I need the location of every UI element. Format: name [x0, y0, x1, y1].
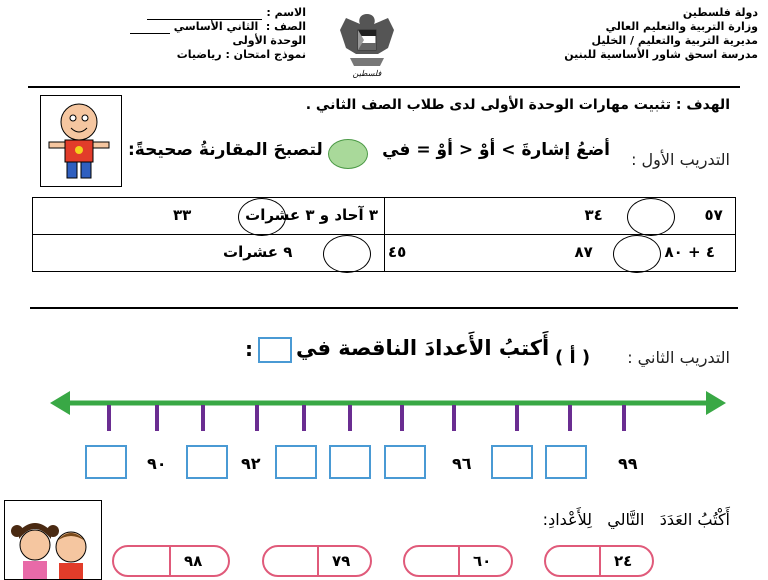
- pill-divider: [599, 547, 601, 575]
- pill-value: ٦٠: [473, 552, 492, 570]
- cell-left-a: ٣ آحاد و ٣ عشرات: [245, 206, 378, 224]
- instruction-text: أضعُ إشارةَ > أوْ < أوْ = في: [382, 140, 610, 160]
- comparison-table: [32, 197, 736, 272]
- next-number-pill: [112, 545, 230, 577]
- cell-left-b: ٤٥: [388, 243, 407, 261]
- tick: [155, 405, 159, 431]
- table-cell: [384, 235, 736, 272]
- exercise3-instruction: أَكْتُبُ العَدَدَ التَّالي لِلأَعْدادِ:: [542, 510, 730, 529]
- number-96: ٩٦: [452, 454, 472, 473]
- class-value: الثاني الأساسي: [173, 20, 259, 33]
- answer-box[interactable]: [329, 445, 371, 479]
- tick: [348, 405, 352, 431]
- header-line-2: وزارة التربية والتعليم العالي: [605, 20, 758, 33]
- answer-box[interactable]: [384, 445, 426, 479]
- header-line-3: مديرية التربية والتعليم / الخليل: [591, 34, 758, 47]
- tick: [107, 405, 111, 431]
- palestine-emblem: [330, 8, 404, 78]
- table-cell: [33, 235, 407, 272]
- pill-divider: [458, 547, 460, 575]
- answer-oval[interactable]: [613, 235, 661, 273]
- answer-box[interactable]: [85, 445, 127, 479]
- table-cell: [384, 198, 736, 235]
- tick: [568, 405, 572, 431]
- table-row: [33, 198, 736, 235]
- number-99: ٩٩: [618, 454, 638, 473]
- cell-right-b: ٣٤: [584, 206, 603, 224]
- tick: [201, 405, 205, 431]
- cell-left-a: ٩ عشرات: [223, 243, 293, 261]
- header-line-4: مدرسة اسحق شاور الأساسية للبنين: [564, 48, 758, 61]
- number-92: ٩٢: [241, 454, 261, 473]
- header-student: [106, 6, 306, 62]
- next-number-pill: [544, 545, 654, 577]
- header-divider: [28, 86, 740, 88]
- tick: [515, 405, 519, 431]
- exercise2-title: التدريب الثاني :: [627, 348, 730, 367]
- section-divider: [30, 307, 738, 309]
- pill-divider: [317, 547, 319, 575]
- cell-left-b: ٣٣: [173, 206, 192, 224]
- green-oval-sample: [328, 139, 368, 169]
- header-ministry: [538, 6, 758, 62]
- exercise1-instruction-end: لتصبحَ المقارنةُ صحيحةً:: [128, 140, 323, 160]
- name-label: الاسم :: [266, 6, 306, 19]
- table-row: [33, 235, 736, 272]
- tick: [400, 405, 404, 431]
- answer-box[interactable]: [275, 445, 317, 479]
- answer-oval[interactable]: [627, 198, 675, 236]
- answer-box[interactable]: [491, 445, 533, 479]
- table-cell: [33, 198, 385, 235]
- exercise2-part: ( أ ): [555, 347, 591, 368]
- emblem-caption: فلسطين: [352, 69, 382, 78]
- kids-illustration: [4, 500, 102, 580]
- pill-divider: [169, 547, 171, 575]
- colon: :: [245, 337, 253, 361]
- boy-illustration: [40, 95, 122, 187]
- cell-right-a: ٤ + ٨٠: [664, 243, 715, 261]
- class-label: الصف :: [265, 20, 306, 33]
- header-line-1: دولة فلسطين: [682, 6, 758, 19]
- answer-box[interactable]: [186, 445, 228, 479]
- exercise1-instruction: [382, 140, 610, 160]
- blue-box-sample: [258, 337, 292, 363]
- tick: [255, 405, 259, 431]
- exercise2-instruction: أَكتبُ الأَعدادَ الناقصة في: [296, 336, 550, 360]
- tick: [622, 405, 626, 431]
- number-90: ٩٠: [147, 454, 167, 473]
- tick: [302, 405, 306, 431]
- next-number-pill: [403, 545, 513, 577]
- cell-right-b: ٨٧: [574, 243, 593, 261]
- answer-box[interactable]: [545, 445, 587, 479]
- unit-label: الوحدة الأولى: [232, 34, 306, 47]
- goal-text: الهدف : تثبيت مهارات الوحدة الأولى لدى طلاب الصف الثاني .: [305, 97, 730, 113]
- pill-value: ٩٨: [184, 552, 203, 570]
- answer-oval[interactable]: [323, 235, 371, 273]
- cell-right-a: ٥٧: [704, 206, 723, 224]
- tick: [452, 405, 456, 431]
- exercise1-title: التدريب الأول :: [631, 150, 730, 169]
- pill-value: ٢٤: [614, 552, 633, 570]
- next-number-pill: [262, 545, 372, 577]
- exam-label: نموذج امتحان : رياضيات: [176, 48, 306, 61]
- class-line: [130, 33, 170, 34]
- pill-value: ٧٩: [332, 552, 351, 570]
